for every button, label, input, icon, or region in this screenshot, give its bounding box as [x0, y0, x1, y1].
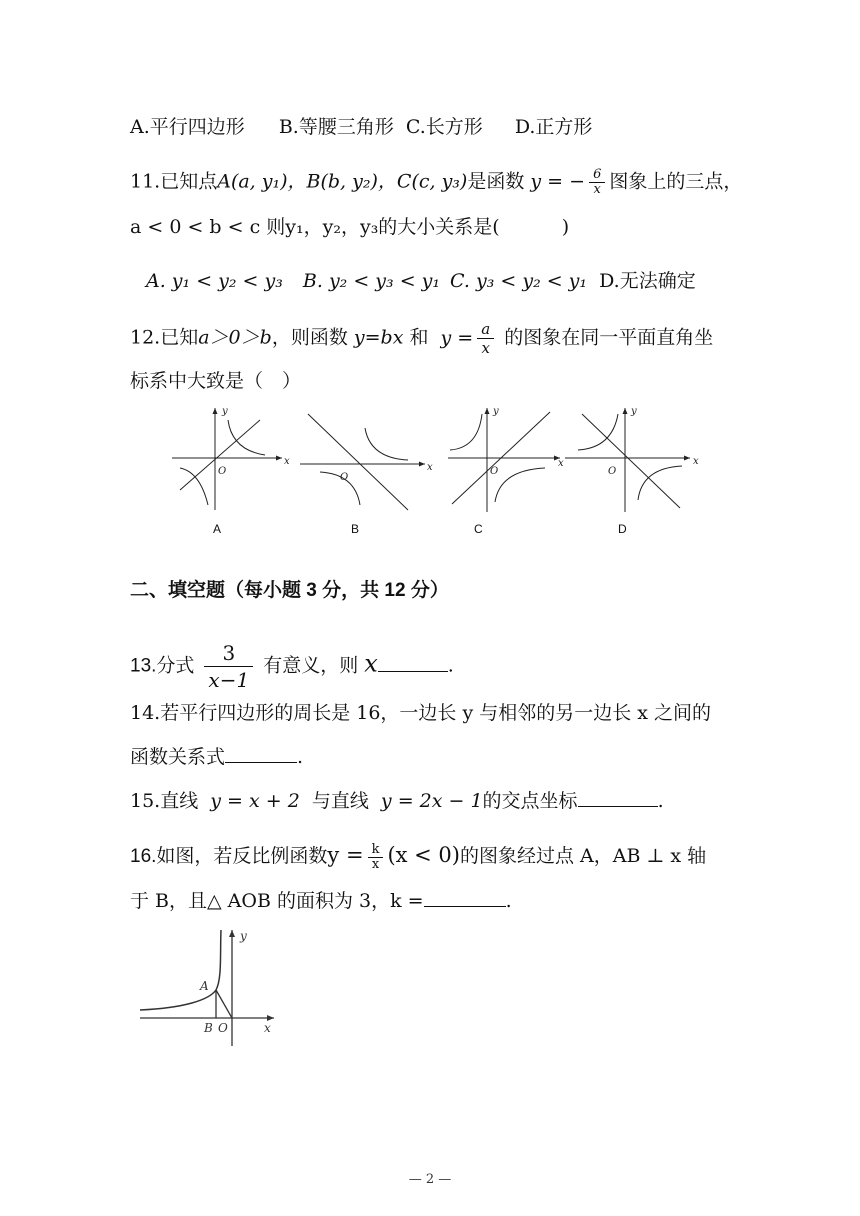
q13-fraction: $\frac{3}{x-1}$ [204, 640, 253, 693]
svg-text:x: x [284, 456, 290, 467]
graph-a-curve-1 [228, 420, 265, 455]
q10-option-a: A.平行四边形 [130, 116, 245, 138]
q11-line2: a < 0 < b < c 则y₁，y₂，y₃的大小关系是( ) [130, 216, 570, 238]
q11-line1: 11.已知点A(a, y₁)，B(b, y₂)，C(c, y₃)是函数 y = − $\frac{6}{x}$ 图象上的三点， [130, 167, 743, 197]
q11-option-a: A. y₁ < y₂ < y₃ [146, 270, 283, 292]
svg-text:y: y [222, 406, 228, 417]
q11-options [146, 268, 696, 294]
graph-a-label: A [213, 522, 222, 536]
graph-d-curve-1 [578, 414, 618, 450]
q10-option-b: B.等腰三角形 [278, 116, 394, 138]
q10-options [130, 114, 592, 140]
q16-figure [134, 924, 294, 1054]
graph-b-curve-1 [365, 428, 408, 460]
q14-line1: 14.若平行四边形的周长是 16，一边长 y 与相邻的另一边长 x 之间的 [130, 702, 712, 724]
graph-d-line [582, 414, 680, 508]
svg-text:O: O [218, 1021, 228, 1035]
q12-graphs [160, 400, 720, 540]
svg-text:O: O [608, 466, 617, 477]
svg-text:x: x [693, 456, 699, 467]
graph-b-label: B [351, 522, 360, 536]
q10-option-d: D.正方形 [514, 116, 593, 138]
q16-curve [140, 930, 221, 1010]
svg-text:A: A [200, 979, 209, 993]
q14-line2: 函数关系式 . [130, 746, 304, 768]
q11-points: A(a, y₁)，B(b, y₂)，C(c, y₃) [217, 170, 468, 193]
svg-text:O: O [218, 466, 227, 477]
svg-text:x: x [264, 1021, 271, 1035]
q11-fraction: $\frac{6}{x}$ [589, 168, 605, 197]
graph-c-curve-1 [450, 414, 482, 450]
section-2-title: 二、填空题（每小题 3 分，共 12 分） [130, 580, 449, 601]
svg-text:y: y [631, 406, 637, 417]
q12-line1: 12.已知a＞0＞b，则函数 y=bx 和 y = $\frac{a}{x}$ 的图象在同一平面直角坐 [130, 320, 714, 357]
q11-option-b: B. y₂ < y₃ < y₁ [302, 270, 440, 292]
q13-line: 13.分式 $\frac{3}{x-1}$ 有意义，则 x . [130, 641, 454, 692]
graph-c-label: C [474, 522, 483, 536]
q16-fraction: $\frac{k}{x}$ [368, 843, 384, 872]
q16-line1: 16.如图，若反比例函数y = $\frac{k}{x}$ (x < 0)的图象经过点 A，AB ⊥ x 轴 [130, 841, 707, 872]
graph-a-line [180, 420, 260, 490]
q10-option-c: C.长方形 [405, 116, 483, 138]
q15-line: 15.直线 y = x + 2 与直线 y = 2x − 1的交点坐标 . [130, 790, 664, 812]
q13-blank[interactable] [378, 653, 448, 672]
q12-fraction: $\frac{a}{x}$ [477, 320, 494, 357]
q11-option-d: D.无法确定 [599, 270, 696, 292]
q16-segment-ao [216, 990, 232, 1018]
graph-d-label: D [618, 522, 627, 536]
q15-blank[interactable] [578, 788, 658, 807]
q11-option-c: C. y₃ < y₂ < y₁ [450, 270, 588, 292]
q11-function: y = − [530, 170, 586, 193]
svg-text:B: B [204, 1021, 213, 1035]
svg-text:O: O [340, 472, 349, 483]
page-number: — 2 — [408, 1172, 452, 1187]
graph-d-curve-2 [638, 466, 682, 500]
svg-text:y: y [240, 929, 247, 943]
q14-blank[interactable] [225, 744, 297, 763]
q12-line2: 标系中大致是（ ） [130, 370, 302, 392]
q16-blank[interactable] [424, 888, 506, 907]
q16-line2: 于 B，且△ AOB 的面积为 3，k = . [130, 890, 512, 912]
svg-text:O: O [490, 466, 499, 477]
svg-text:x: x [427, 462, 433, 473]
graph-c-curve-2 [495, 468, 545, 502]
svg-text:y: y [493, 406, 499, 417]
svg-text:x: x [558, 458, 564, 469]
